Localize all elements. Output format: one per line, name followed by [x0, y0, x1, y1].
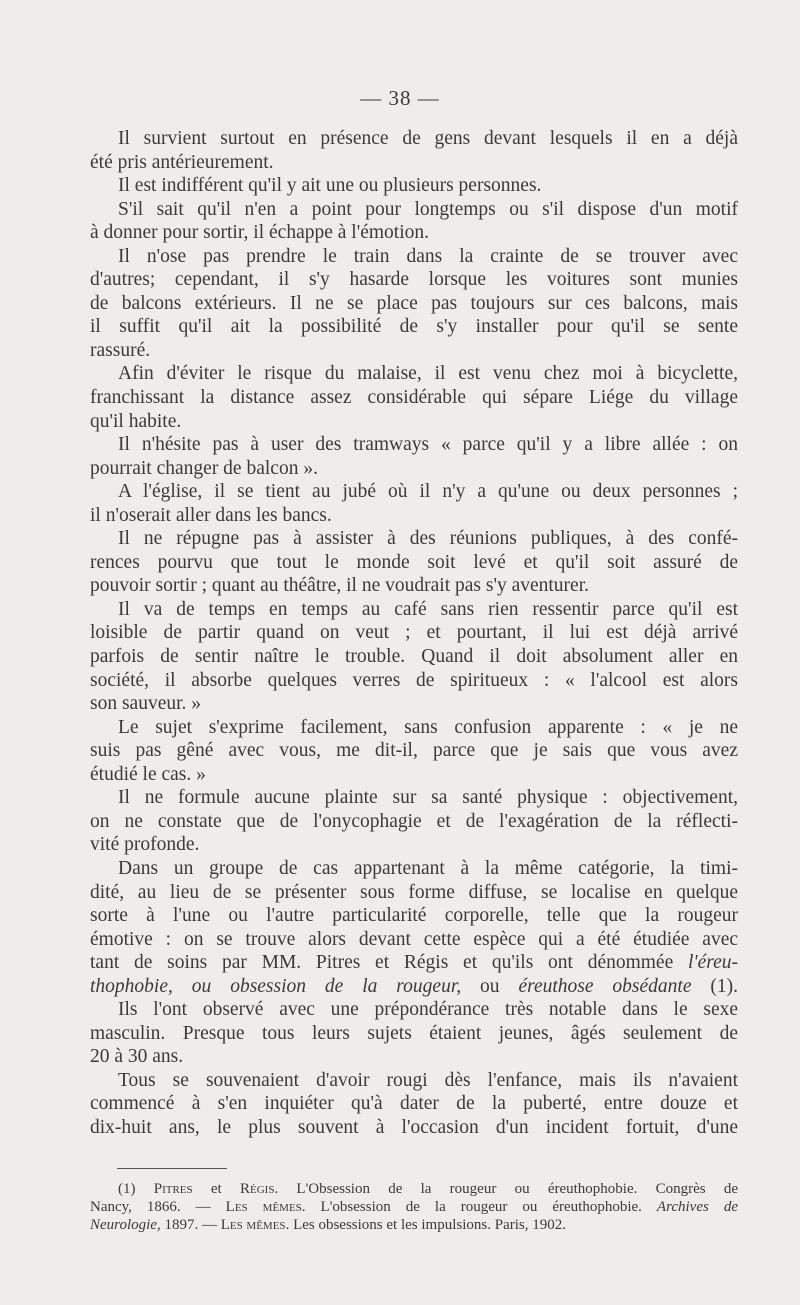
footnote-journal: Neurologie	[90, 1217, 157, 1233]
text-line: commencé à s'en inquiéter qu'à dater de la puberté, entre douze et	[90, 1093, 738, 1115]
text-line: à donner pour sortir, il échappe à l'émotion.	[90, 222, 430, 244]
text-line: A l'église, il se tient au jubé où il n'y a qu'une ou deux personnes ;	[118, 481, 738, 503]
footnote-text: . L'obsession de la rougeur ou éreuthophobie.	[301, 1199, 657, 1215]
footnote	[90, 1180, 738, 1234]
text-line: loisible de partir quand on veut ; et pourtant, il lui est déjà arrivé	[90, 622, 738, 644]
text-line: parfois de sentir naître le trouble. Quand il doit absolument aller en	[90, 646, 738, 668]
text-line: Il ne formule aucune plainte sur sa santé physique : objectivement,	[118, 787, 738, 809]
text-line: Afin d'éviter le risque du malaise, il est venu chez moi à bicyclette,	[118, 363, 738, 385]
italic-term-obsession: obsession de la rougeur,	[230, 975, 462, 997]
text-line: émotive : on se trouve alors devant cette espèce qui a été étudiée avec	[90, 928, 738, 950]
text-line-with-italic	[90, 951, 738, 975]
text-line: société, il absorbe quelques verres de spiritueux : « l'alcool est alors	[90, 669, 738, 691]
text-line-with-italic	[90, 975, 738, 999]
text-line: 20 à 30 ans.	[90, 1046, 184, 1068]
text-line: rences pourvu que tout le monde soit levé et qu'il soit assuré de	[90, 551, 738, 573]
text-line: Tous se souvenaient d'avoir rougi dès l'enfance, mais ils n'avaient	[118, 1069, 738, 1091]
text-line: il suffit qu'il ait la possibilité de s'y installer pour qu'il se sente	[90, 316, 738, 338]
text-segment: ou	[461, 975, 519, 997]
text-line: d'autres; cependant, il s'y hasarde lorsque les voitures sont munies	[90, 269, 738, 291]
text-line: Le sujet s'exprime facilement, sans confusion apparente : « je ne	[118, 716, 738, 738]
text-line: Il n'ose pas prendre le train dans la crainte de se trouver avec	[118, 245, 738, 267]
text-line: masculin. Presque tous leurs sujets étaient jeunes, âgés seulement de	[90, 1022, 738, 1044]
text-line: Dans un groupe de cas appartenant à la même catégorie, la timi-	[118, 857, 738, 879]
italic-term-ereuthophobie-end: thophobie, ou	[90, 975, 212, 997]
footnote-text: . L'Obsession de la rougeur ou éreuthophobie. Congrès de	[274, 1181, 739, 1197]
text-line: sorte à l'une ou l'autre particularité corporelle, telle que la rougeur	[90, 905, 738, 927]
text-line: Il va de temps en temps au café sans rien ressentir parce qu'il est	[118, 598, 738, 620]
italic-term-ereuthose: éreuthose obsédante	[518, 975, 692, 997]
text-line: Ils l'ont observé avec une prépondérance très notable dans le sexe	[118, 999, 738, 1021]
text-segment: tant de soins par MM. Pitres et Régis et qu'ils ont dénommée	[90, 952, 674, 974]
footnote-divider	[117, 1168, 227, 1169]
text-line: on ne constate que de l'onycophagie et de l'exagération de la réflecti-	[90, 810, 738, 832]
footnote-text: et	[192, 1181, 240, 1197]
body-text	[90, 127, 738, 1140]
footnote-author: Pitres	[153, 1181, 193, 1197]
text-line: pourrait changer de balcon ».	[90, 457, 318, 479]
italic-term-ereuthophobie: l'éreu-	[688, 952, 739, 974]
text-line: qu'il habite.	[90, 410, 182, 432]
footnote-author: Régis	[239, 1181, 275, 1197]
text-line: Il ne répugne pas à assister à des réunions publiques, à des confé-	[118, 528, 738, 550]
text-line: Il n'hésite pas à user des tramways « parce qu'il y a libre allée : on	[118, 434, 738, 456]
text-line: il n'oserait aller dans les bancs.	[90, 504, 332, 526]
text-line: étudié le cas. »	[90, 763, 206, 785]
footnote-text: , 1897. —	[156, 1217, 221, 1233]
text-line: dité, au lieu de se présenter sous forme diffuse, se localise en quelque	[90, 881, 738, 903]
footnote-text: . Les obsessions et les impulsions. Paris, 1902.	[285, 1217, 566, 1233]
text-line: de balcons extérieurs. Il ne se place pas toujours sur ces balcons, mais	[90, 292, 738, 314]
footnote-author: Les mêmes	[225, 1199, 302, 1215]
footnote-line	[90, 1216, 738, 1234]
text-line: franchissant la distance assez considérable qui sépare Liége du village	[90, 387, 738, 409]
text-line: pouvoir sortir ; quant au théâtre, il ne voudrait pas s'y aventurer.	[90, 575, 590, 597]
text-line: été pris antérieurement.	[90, 151, 274, 173]
footnote-line	[90, 1180, 738, 1198]
text-line: Il est indifférent qu'il y ait une ou plusieurs personnes.	[118, 175, 542, 197]
text-line: dix-huit ans, le plus souvent à l'occasion d'un incident fortuit, d'une	[90, 1116, 738, 1138]
text-line: Il survient surtout en présence de gens devant lesquels il en a déjà	[118, 128, 738, 149]
footnote-reference: (1).	[691, 975, 739, 997]
footnote-author: Les mêmes	[220, 1217, 286, 1233]
text-line: son sauveur. »	[90, 693, 202, 715]
text-line: S'il sait qu'il n'en a point pour longtemps ou s'il dispose d'un motif	[118, 198, 738, 220]
footnote-number: (1)	[118, 1181, 154, 1197]
text-line: vité profonde.	[90, 834, 200, 856]
text-line: rassuré.	[90, 339, 151, 361]
footnote-line	[90, 1198, 738, 1216]
text-line: suis pas gêné avec vous, me dit-il, parce que je sais que vous avez	[90, 740, 738, 762]
footnote-journal: Archives de	[656, 1199, 738, 1215]
page-number: — 38 —	[360, 86, 440, 110]
footnote-text: Nancy, 1866. —	[90, 1199, 226, 1215]
